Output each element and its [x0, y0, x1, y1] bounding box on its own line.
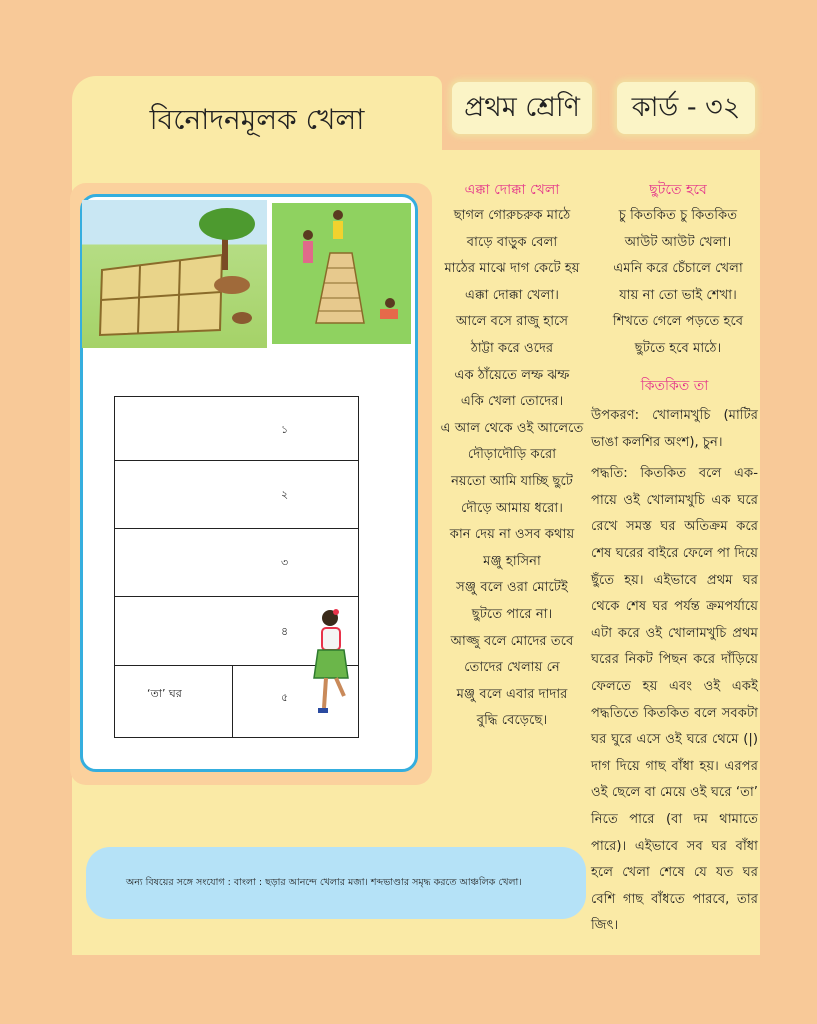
poem-line: মাঠের মাঝে দাগ কেটে হয় [444, 261, 580, 277]
poem-line: চু কিতকিত চু কিতকিত [618, 208, 738, 223]
poem-line: বুদ্ধি বেড়েছে। [476, 713, 548, 729]
poem-line: আলে বসে রাজু হাসে [455, 314, 569, 330]
class-badge: প্রথম শ্রেণি [452, 82, 592, 134]
kitkit-heading: কিতকিত তা [640, 378, 709, 394]
grid-row-number: ৪ [281, 625, 289, 638]
poem-line: এক্কা দোক্কা খেলা। [465, 287, 559, 303]
poem-line: দৌড়াদৌড়ি করো [467, 447, 557, 463]
hopscotch-illustration [272, 203, 411, 344]
poem-line: যায় না তো ভাই শেখা। [619, 287, 737, 303]
poem-line: সঞ্জু বলে ওরা মোটেই [456, 580, 568, 596]
field-illustration [82, 200, 267, 348]
poem-title: ছুটতে হবে [649, 182, 707, 198]
poem-line: তোদের খেলায় নে [464, 660, 560, 676]
grid-row-number: ২ [281, 488, 289, 501]
card-badge: কার্ড - ৩২ [617, 82, 755, 134]
poem-line: এক ঠাঁয়েতে লম্ফ ঝম্ফ [454, 367, 570, 383]
poem-line: ছাগল গোরুচরুক মাঠে [453, 208, 571, 223]
poem-line: বাড়ে বাড়ুক বেলা [466, 234, 558, 250]
materials-text: উপকরণ: খোলামখুচি (মাটির ভাঙা কলশির অংশ), চুন। [591, 408, 758, 450]
poem-line: শিখতে গেলে পড়তে হবে [612, 314, 744, 330]
method-text: পদ্ধতি: কিতকিত বলে এক-পায়ে ওই খোলামখুচি এক ঘরে রেখে সমস্ত ঘর অতিক্রম করে শেষ ঘরের বাইরে ফেলে পা দিয়ে ছুঁতে হয়। এইভাবে প্রথম ঘর থেকে শেষ ঘর পর্যন্ত ক্রমপর্যায়ে এটা করে ওই খোলামখুচি প্রথম ঘরের নিকট পিছন করে দাঁড়িয়ে ফেলতে হয় এবং ওই একই পদ্ধতিতে কিতকিত বলে সবকটা ঘর ঘুরে এসে ওই ঘরে থেমে (|) দাগ দিয়ে গাছ বাঁধা হয়। এরপর ওই ছেলে বা মেয়ে ওই ঘরে ‘তা’ নিতে পারে (বা দম থামাতে পারে)। এইভাবে সব ঘর বাঁধা হলে খেলা শেষে যে যত ঘর বেশি গাছ বাঁধতে পারবে, তার জিৎ। [591, 466, 758, 934]
poem-line: ঠাট্টা করে ওদের [470, 340, 554, 356]
poem-line: মঞ্জু বলে এবার দাদার [456, 686, 568, 702]
poem-ekka-dokka [436, 177, 588, 735]
grid-row-number: ১ [281, 423, 289, 436]
poem-chhutte-hobe [596, 177, 760, 363]
poem-lines [436, 203, 588, 735]
poem-line: ছুটতে পারে না। [471, 606, 553, 622]
poem-line: মঞ্জু হাসিনা [483, 553, 541, 569]
kitkit-description [591, 403, 758, 940]
poem-line: এ আল থেকে ওই আলেতে [440, 420, 584, 436]
grid-row [115, 460, 358, 529]
grid-row [115, 397, 358, 461]
poem-line: কান দেয় না ওসব কথায় [449, 527, 575, 543]
poem-line: এমনি করে চেঁচালে খেলা [613, 261, 743, 277]
page-title: বিনোদনমূলক খেলা [149, 103, 365, 136]
girl-illustration [308, 608, 353, 723]
grid-row-number: ৫ [281, 691, 289, 704]
grid-row [115, 528, 358, 597]
poem-line: ছুটতে হবে মাঠে। [634, 340, 722, 356]
ta-ghar-label: ‘তা’ ঘর [147, 687, 182, 700]
poem-title: এক্কা দোক্কা খেলা [464, 182, 560, 198]
grid-divider [232, 665, 233, 738]
poem-line: নয়তো আমি যাচ্ছি ছুটে [451, 473, 573, 489]
poem-line: একি খেলা তোদের। [460, 394, 564, 410]
poem-line: দৌড়ে আমায় ধরো। [461, 500, 563, 516]
poem-line: আউট আউট খেলা। [624, 234, 732, 250]
grid-row-number: ৩ [281, 556, 289, 569]
poem-lines [596, 203, 760, 363]
poem-line: আজ্জু বলে মোদের তবে [450, 633, 574, 649]
footer-note: অন্য বিষয়ের সঙ্গে সংযোগ : বাংলা : ছড়ার আনন্দে খেলার মজা। শব্দভাণ্ডার সমৃদ্ধ করতে আঞ্চলিক খেলা। [86, 847, 586, 919]
